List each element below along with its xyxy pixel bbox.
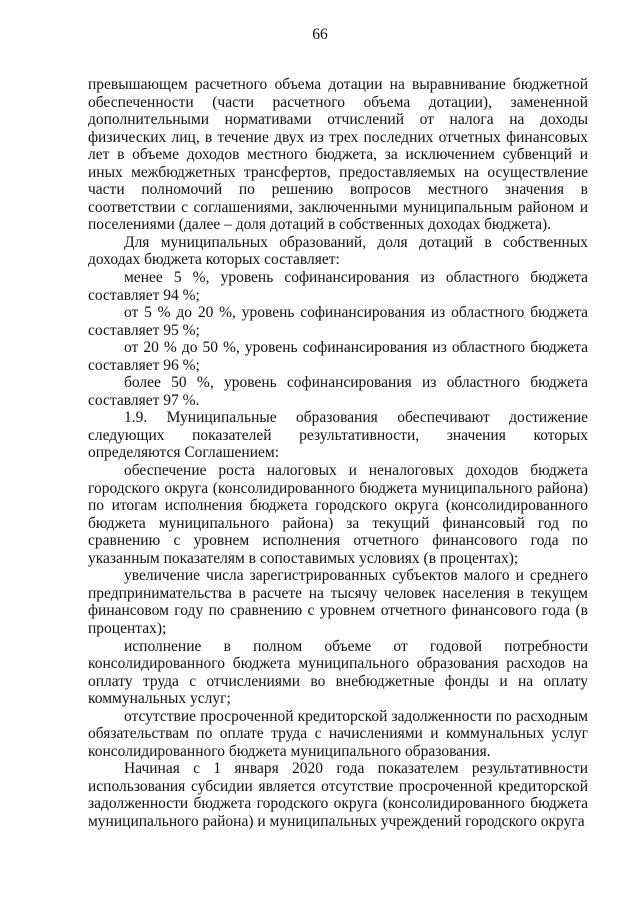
paragraph-rate-20-to-50: от 20 % до 50 %, уровень софинансирования из областного бюджета составляет 96 %; xyxy=(88,339,588,374)
paragraph-rate-5-to-20: от 5 % до 20 %, уровень софинансирования из областного бюджета составляет 95 %; xyxy=(88,304,588,339)
paragraph-indicator-revenue-growth: обеспечение роста налоговых и неналоговых доходов бюджета городского округа (консолидированного бюджета муниципального района) по итогам исполнения бюджета городского округа (консолидированного бюджета муниципального района) за текущий финансовый год по сравнению с уровнем исполнения отчетного финансового года по указанным показателям в сопоставимых условиях (в процентах); xyxy=(88,462,588,567)
paragraph-indicator-no-arrears: отсутствие просроченной кредиторской задолженности по расходным обязательствам по оплате труда с начислениями и коммунальных услуг консолидированного бюджета муниципального образования. xyxy=(88,707,588,760)
paragraph-indicator-small-business: увеличение числа зарегистрированных субъектов малого и среднего предпринимательства в расчете на тысячу человек населения в текущем финансовом году по сравнению с уровнем отчетного финансового года (в процентах); xyxy=(88,567,588,637)
paragraph-rate-over-50: более 50 %, уровень софинансирования из областного бюджета составляет 97 %. xyxy=(88,374,588,409)
page-number: 66 xyxy=(312,26,328,43)
paragraph-cofinancing-intro: Для муниципальных образований, доля дотаций в собственных доходах бюджета которых составляет: xyxy=(88,233,588,269)
paragraph-continuation: превышающем расчетного объема дотации на выравнивание бюджетной обеспеченности (части расчетного объема дотации), замененной дополнительными нормативами отчислений от налога на доходы физических лиц, в течение двух из трех последних отчетных финансовых лет в объеме доходов местного бюджета, за исключением субвенций и иных межбюджетных трансфертов, предоставляемых на осуществление части полномочий по решению вопросов местного значения в соответствии с соглашениями, заключенными муниципальным районом и поселениями (далее – доля дотаций в собственных доходах бюджета). xyxy=(88,76,588,234)
paragraph-rate-under-5: менее 5 %, уровень софинансирования из областного бюджета составляет 94 %; xyxy=(88,269,588,304)
paragraph-from-2020: Начиная с 1 января 2020 года показателем результативности использования субсидии является отсутствие просроченной кредиторской задолженности бюджета городского округа (консолидированного бюджета муниципального района) и муниципальных учреждений городского округа xyxy=(88,760,588,830)
paragraph-indicator-wages-utilities: исполнение в полном объеме от годовой потребности консолидированного бюджета муниципального образования расходов на оплату труда с отчислениями во внебюджетные фонды и на оплату коммунальных услуг; xyxy=(88,637,588,708)
paragraph-section-1-9: 1.9. Муниципальные образования обеспечивают достижение следующих показателей результативности, значения которых определяются Соглашением: xyxy=(88,409,588,462)
document-body xyxy=(88,76,588,831)
